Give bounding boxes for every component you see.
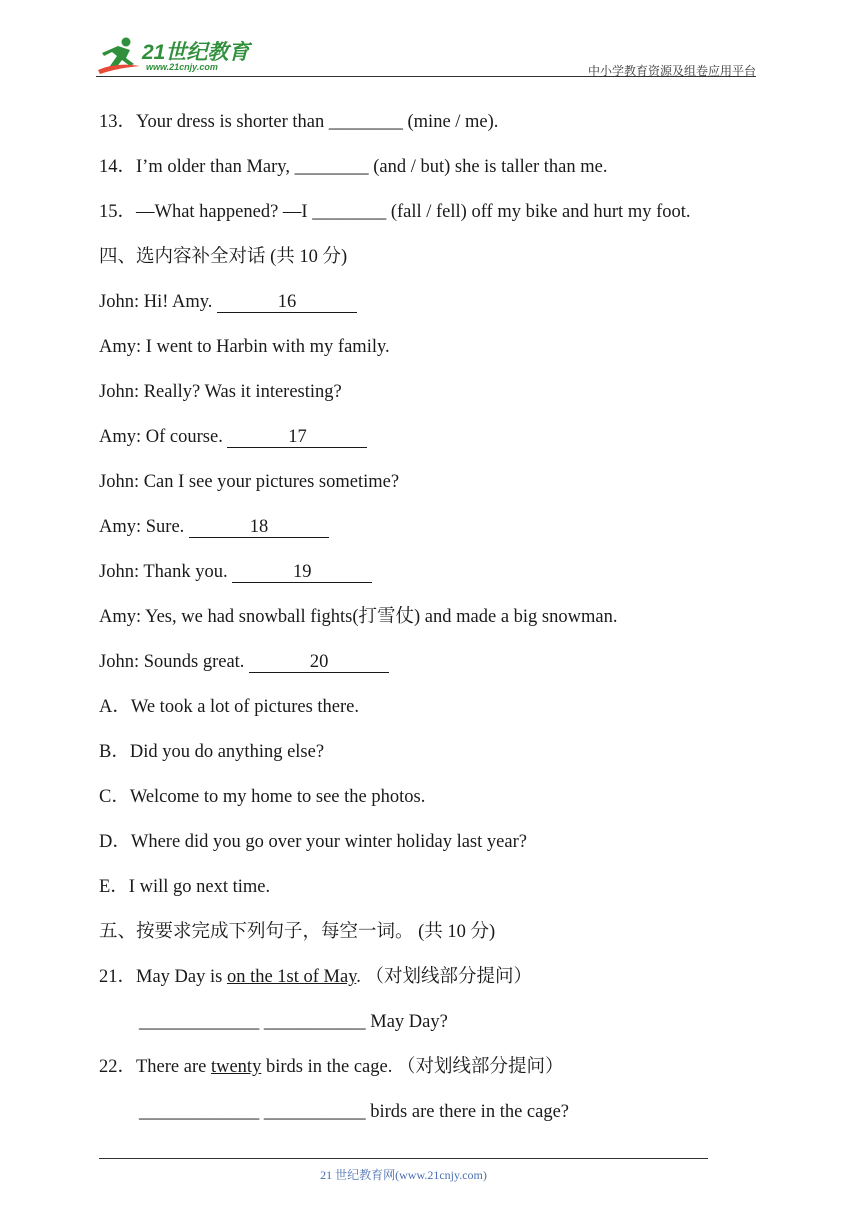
option-b: B．Did you do anything else? — [99, 742, 325, 762]
answer-blank-17: 17 — [227, 428, 367, 448]
answer-blank-16: 16 — [217, 293, 357, 313]
question-22 — [99, 1058, 563, 1077]
option-e: E．I will go next time. — [99, 877, 271, 897]
answer-blank-20: 20 — [249, 653, 389, 673]
dialogue-line-6 — [99, 518, 329, 538]
header-slogan: 中小学教育资源及组卷应用平台 — [587, 64, 756, 78]
dialogue-line-2: Amy: I went to Harbin with my family. — [99, 337, 390, 357]
option-d: D．Where did you go over your winter holiday last year? — [99, 832, 527, 852]
answer-line-21: _____________ ___________ May Day? — [139, 1012, 448, 1032]
dialogue-text: John: Thank you. — [99, 562, 233, 582]
question-14: 14．I’m older than Mary, ________ (and / but) she is taller than me. — [99, 157, 608, 177]
header-divider — [96, 76, 756, 77]
question-text: 21．May Day is — [99, 967, 227, 987]
logo-text: 21世纪教育 — [142, 41, 250, 64]
dialogue-line-5: John: Can I see your pictures sometime? — [99, 472, 400, 492]
question-instruction: . （对划线部分提问） — [356, 967, 533, 987]
dialogue-line-8: Amy: Yes, we had snowball fights(打雪仗) and made a big snowman. — [99, 607, 618, 627]
dialogue-text: Amy: Of course. — [99, 427, 228, 447]
underlined-phrase: on the 1st of May — [226, 967, 357, 987]
dialogue-line-3: John: Really? Was it interesting? — [99, 382, 342, 402]
dialogue-line-4 — [99, 428, 367, 448]
dialogue-text: Amy: Sure. — [99, 517, 189, 537]
question-13: 13．Your dress is shorter than ________ (mine / me). — [99, 112, 499, 132]
dialogue-line-7 — [99, 563, 372, 583]
question-15: 15．—What happened? —I ________ (fall / fell) off my bike and hurt my foot. — [99, 202, 691, 222]
question-text: 22．There are — [99, 1057, 211, 1077]
answer-line-22: _____________ ___________ birds are there in the cage? — [139, 1102, 570, 1122]
footer-text: 21 世纪教育网(www.21cnjy.com) — [320, 1168, 487, 1182]
logo-url: www.21cnjy.com — [146, 62, 218, 72]
option-c: C．Welcome to my home to see the photos. — [99, 787, 426, 807]
dialogue-line-9 — [99, 653, 389, 673]
answer-blank-18: 18 — [189, 518, 329, 538]
dialogue-text: John: Hi! Amy. — [99, 292, 218, 312]
question-21 — [99, 968, 532, 987]
section-4-heading: 四、选内容补全对话 (共 10 分) — [99, 247, 348, 267]
option-a: A．We took a lot of pictures there. — [99, 697, 360, 717]
page-header — [96, 34, 756, 78]
dialogue-line-1 — [99, 293, 357, 313]
footer-divider — [99, 1158, 708, 1159]
question-instruction: birds in the cage. （对划线部分提问） — [261, 1057, 564, 1077]
answer-blank-19: 19 — [232, 563, 372, 583]
logo — [96, 34, 266, 78]
underlined-phrase: twenty — [210, 1057, 262, 1077]
runner-icon — [96, 36, 142, 76]
section-5-heading: 五、按要求完成下列句子，每空一词。 (共 10 分) — [99, 922, 496, 942]
dialogue-text: John: Sounds great. — [99, 652, 250, 672]
